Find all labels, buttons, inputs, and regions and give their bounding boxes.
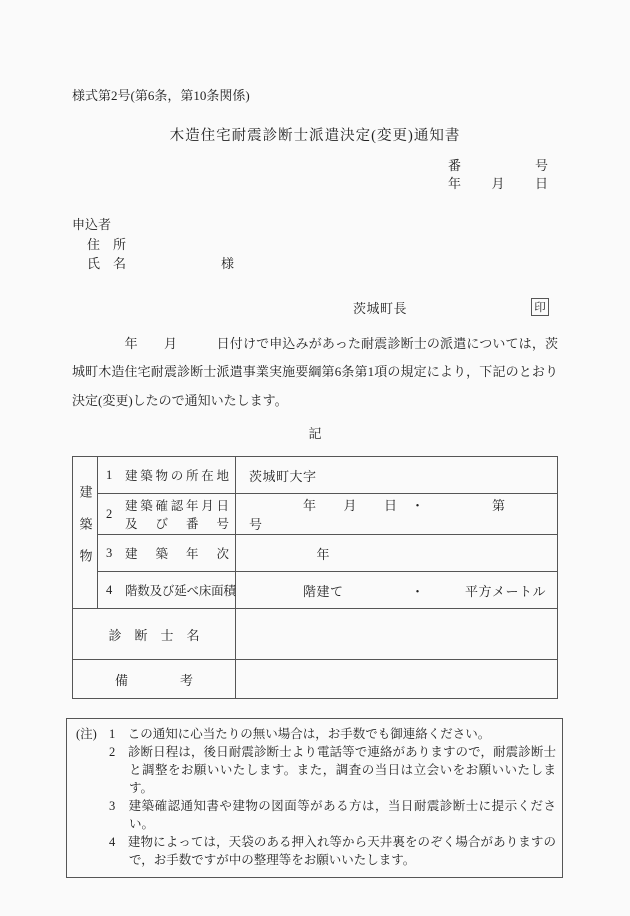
table-row	[73, 494, 558, 535]
row2-label-cell	[98, 494, 236, 535]
row2-number: 2	[106, 506, 113, 521]
table-row	[73, 660, 558, 699]
row4-label: 階数及び延べ床面積	[125, 584, 236, 598]
diagnostician-value-field	[236, 609, 558, 660]
reference-number-line	[448, 157, 548, 175]
note-item-2: 2 診断日程は，後日耐震診断士より電話等で連絡がありますので，耐震診断士と調整をお願いいたします。また，調査の当日は立会いをお願いいたします。	[109, 745, 556, 795]
applicant-name-label: 氏 名	[87, 256, 127, 271]
reference-block	[448, 157, 548, 193]
row1-value-field: 茨城町大字	[236, 457, 558, 494]
issuer-line	[72, 298, 558, 317]
ref-number-label: 番	[448, 158, 462, 173]
honorific-label: 様	[221, 256, 235, 271]
seal-stamp-icon: 印	[531, 298, 549, 316]
row1-label: 建築物の所在地	[125, 469, 229, 483]
row4-number: 4	[106, 582, 113, 597]
row1-number: 1	[106, 467, 113, 482]
table-row	[73, 609, 558, 660]
category-header-text: 建築物	[77, 484, 93, 581]
note-item-1: 1 この通知に心当たりの無い場合は，お手数でも御連絡ください。	[109, 727, 491, 741]
form-number: 様式第2号(第6条，第10条関係)	[72, 88, 250, 103]
reference-date-line	[448, 175, 548, 193]
issuer-name: 茨城町長	[353, 300, 408, 316]
remarks-value-field	[236, 660, 558, 699]
remarks-label-cell: 備 考	[73, 660, 236, 699]
body-paragraph: 年 月 日付けで申込みがあった耐震診断士の派遣については，茨城町木造住宅耐震診断士派遣事業実施要綱第6条第1項の規定により，下記のとおり決定(変更)したので通知いたします。	[72, 335, 558, 408]
row3-label: 建築年次	[125, 547, 229, 561]
table-row	[73, 457, 558, 494]
record-heading: 記	[308, 426, 322, 441]
building-info-table	[72, 456, 558, 699]
ref-year-label: 年	[448, 176, 462, 191]
applicant-name-line	[72, 254, 558, 274]
row4-value-field: 階建て ・ 平方メートル	[236, 572, 558, 609]
row3-value-field: 年	[236, 535, 558, 572]
ref-day-label: 日	[534, 176, 548, 191]
diagnostician-label-cell: 診 断 士 名	[73, 609, 236, 660]
row2-value-field: 年 月 日 ・ 第 号	[236, 494, 558, 535]
document-title: 木造住宅耐震診断士派遣決定(変更)通知書	[169, 128, 461, 144]
ref-month-label: 月	[491, 176, 505, 191]
row2-label-line2: 及び番号	[125, 517, 229, 531]
ref-number-unit: 号	[534, 158, 548, 173]
notes-list	[109, 725, 556, 869]
row4-label-cell	[98, 572, 236, 609]
applicant-heading: 申込者	[72, 217, 112, 232]
table-row	[73, 535, 558, 572]
note-item-3: 3 建築確認通知書や建物の図面等がある方は，当日耐震診断士に提示ください。	[109, 799, 556, 831]
category-header-cell	[73, 457, 98, 609]
notes-box	[66, 718, 563, 878]
row1-label-cell	[98, 457, 236, 494]
row3-number: 3	[106, 545, 113, 560]
table-row	[73, 572, 558, 609]
applicant-address-label: 住 所	[87, 236, 127, 252]
applicant-block	[72, 215, 558, 274]
notes-label: (注)	[76, 727, 97, 741]
row3-label-cell	[98, 535, 236, 572]
row2-label-line1: 建築確認年月日	[125, 499, 229, 513]
note-item-4: 4 建物によっては，天袋のある押入れ等から天井裏をのぞく場合がありますので，お手数ですが中の整理等をお願いいたします。	[109, 835, 556, 867]
